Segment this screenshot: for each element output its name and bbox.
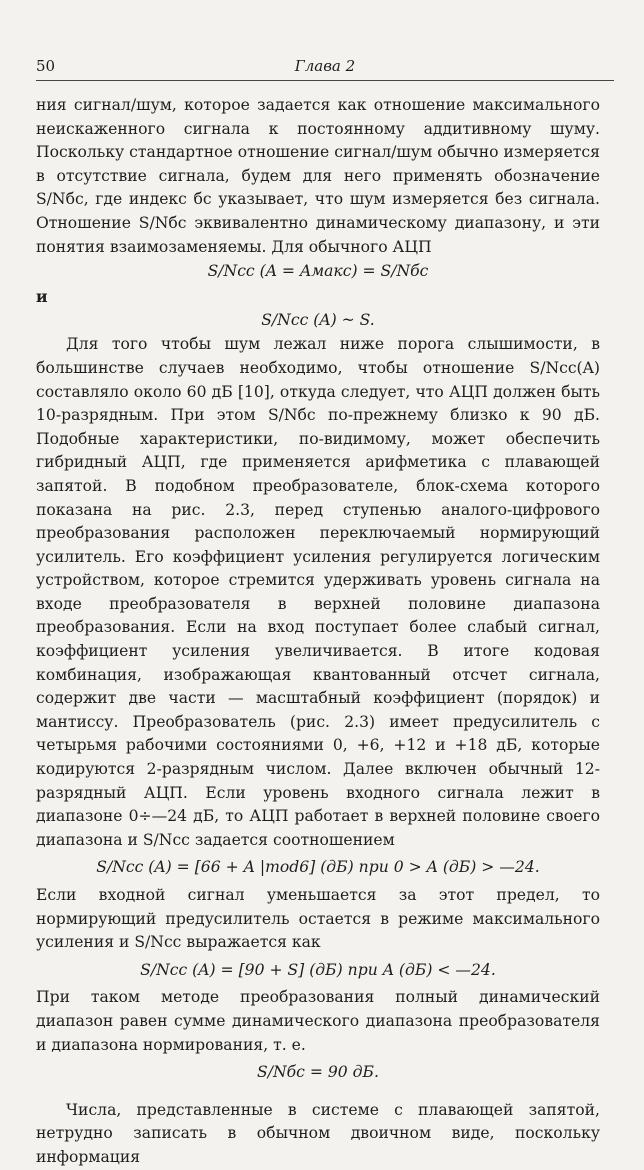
chapter-title: Глава 2 <box>294 57 356 75</box>
page-body <box>36 94 600 1170</box>
paragraph-2: Для того чтобы шум лежал ниже порога слышимости, в большинстве случаев необходимо, чтобы отношение S/Nсс(A) составляло около 60 дБ [10], откуда следует, что АЦП должен быть 10-разрядным. При этом S/Nбс по-прежнему близко к 90 дБ. Подобные характеристики, по-видимому, может обеспечить гибридный АЦП, где применяется арифметика с плавающей запятой. В подобном преобразователе, блок-схема которого показана на рис. 2.3, перед ступенью аналого-цифрового преобразования расположен переключаемый нормирующий усилитель. Его коэффициент усиления регулируется логическим устройством, которое стремится удерживать уровень сигнала на входе преобразователя в верхней половине диапазона преобразования. Если на вход поступает более слабый сигнал, коэффициент усиления увеличивается. В итоге кодовая комбинация, изображающая квантованный отсчет сигнала, содержит две части — масштабный коэффициент (порядок) и мантиссу. Преобразователь (рис. 2.3) имеет предусилитель с четырьмя рабочими состояниями 0, +6, +12 и +18 дБ, которые кодируются 2-разрядным числом. Далее включен обычный 12-разрядный АЦП. Если уровень входного сигнала лежит в диапазоне 0÷—24 дБ, то АЦП работает в верхней половине своего диапазона и S/Nсс задается соотношением <box>36 335 600 849</box>
paragraph-3: Если входной сигнал уменьшается за этот предел, то нормирующий предусилитель остается в режиме максимального усиления и S/Nсс выражается как <box>36 886 600 952</box>
page-number: 50 <box>36 57 56 75</box>
formula-1: S/Nсс (A = Aмакс) = S/Nбс <box>207 262 429 281</box>
paragraph-4: При таком методе преобразования полный динамический диапазон равен сумме динамического диапазона преобразователя и диапазона нормирования, т. е. <box>36 988 600 1054</box>
spacer <box>36 1089 600 1099</box>
formula-3: S/Nсс (A) = [66 + A |mod6] (дБ) при 0 > A (дБ) > —24. <box>96 858 540 877</box>
formula-2: S/Nсс (A) ~ S. <box>261 310 375 329</box>
marker-text: и <box>36 286 48 306</box>
paragraph-5: Числа, представленные в системе с плавающей запятой, нетрудно записать в обычном двоичном виде, поскольку информация <box>36 1100 600 1166</box>
header-divider <box>36 80 614 81</box>
formula-5: S/Nбс = 90 дБ. <box>257 1063 379 1082</box>
formula-4: S/Nсс (A) = [90 + S] (дБ) при A (дБ) < —24. <box>140 960 496 979</box>
paragraph-1: ния сигнал/шум, которое задается как отношение максимального неискаженного сигнала к постоянному аддитивному шуму. Поскольку стандартное отношение сигнал/шум обычно измеряется в отсутствие сигнала, будем для него применять обозначение S/Nбс, где индекс бс указывает, что шум измеряется без сигнала. Отношение S/Nбс эквивалентно динамическому диапазону, и эти понятия взаимозаменяемы. Для обычного АЦП <box>36 96 600 256</box>
conjunction-marker <box>36 285 600 308</box>
